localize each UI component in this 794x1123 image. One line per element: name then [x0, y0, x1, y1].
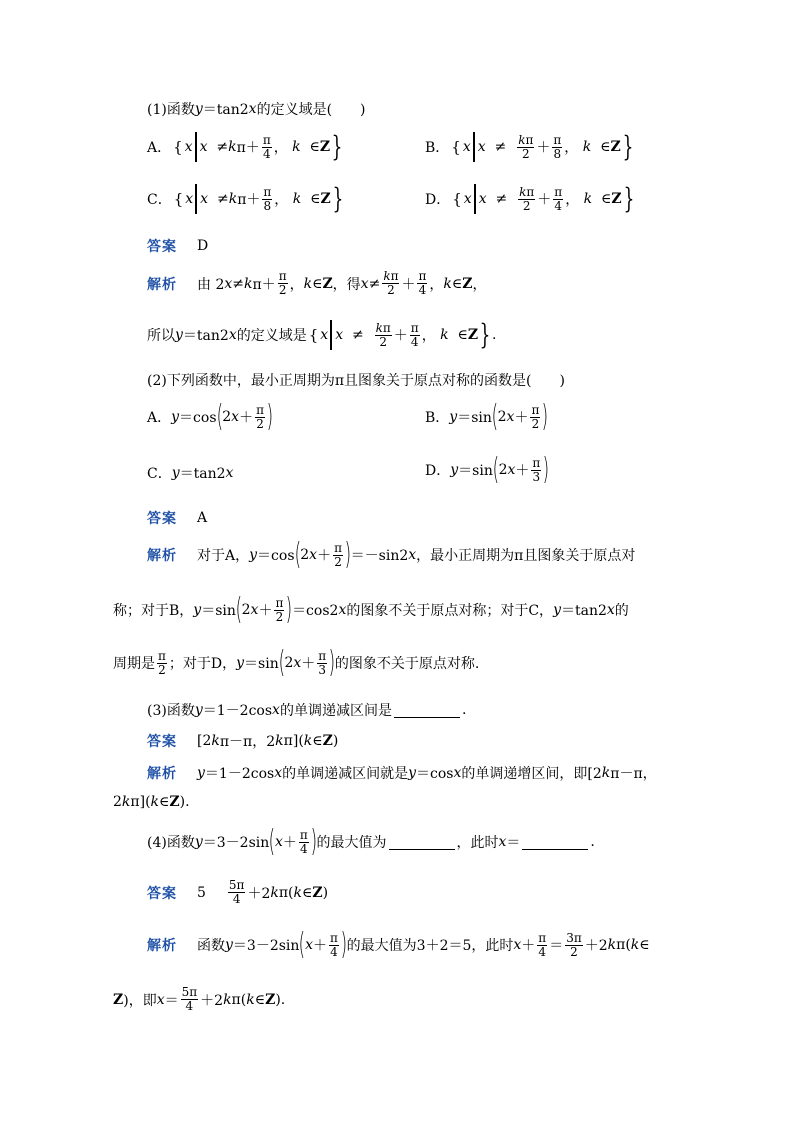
q3-stem: (3)函数 y ＝1－2cos x 的单调递减区间是 . [147, 702, 467, 719]
q1-option-b[interactable]: B． { x x ≠ $\frac{k\pi}{2}$ ＋ $\frac{\pi}{8}$ ， k ∈ Z } [425, 130, 633, 163]
answer-blank[interactable] [522, 835, 588, 850]
q4-stem: (4)函数 y ＝3－2sin ( x ＋ $\frac{\pi}{4}$ ) 的最大值为 ，此时 x ＝ . [147, 824, 595, 859]
q1-answer [147, 236, 208, 256]
q2-analysis-line1: 解析 对于A， y ＝cos ( 2 x ＋ $\frac{\pi}{2}$ ) ＝－sin2 x ，最小正周期为π且图象关于原点对 [147, 537, 636, 572]
q1-stem: (1)函数 y ＝tan2 x 的定义域是( ) [147, 101, 366, 118]
q2-stem: (2)下列函数中，最小正周期为π且图象关于原点对称的函数是( ) [147, 373, 565, 389]
q1-answer-value: D [197, 238, 209, 254]
answer-label: 答案 [147, 511, 177, 527]
q3-answer: 答案 [2 k π－π，2 k π]( k ∈ Z ) [147, 733, 339, 750]
analysis-label: 解析 [147, 548, 177, 564]
q3-analysis-line2: 2 k π]( k ∈ Z ). [113, 794, 190, 810]
q1-option-d[interactable]: D． { x x ≠ $\frac{k\pi}{2}$ ＋ $\frac{\pi}{4}$ ， k ∈ Z } [425, 182, 634, 215]
analysis-label: 解析 [147, 276, 177, 293]
answer-label: 答案 [147, 239, 177, 255]
q1-option-c[interactable]: C． { x x ≠ k π＋ $\frac{\pi}{8}$ ， k ∈ Z } [147, 182, 343, 215]
q2-answer [147, 508, 207, 528]
q3-analysis-line1: 解析 y ＝1－2cos x 的单调递减区间就是 y ＝cos x 的单调递增区间，即[2 k π－π， [147, 765, 657, 782]
q2-analysis-line3: 周期是 $\frac{\pi}{2}$ ；对于D， y ＝sin ( 2 x ＋ $\frac{\pi}{3}$ ) 的图象不关于原点对称. [113, 645, 480, 680]
answer-blank[interactable] [394, 703, 460, 718]
answer-blank[interactable] [389, 835, 455, 850]
q2-answer-value: A [197, 510, 208, 526]
analysis-label: 解析 [147, 938, 177, 954]
q4-analysis-line1: 解析 函数 y ＝3－2sin ( x ＋ $\frac{\pi}{4}$ ) 的最大值为3＋2＝5，此时 x ＋ $\frac{\pi}{4}$ ＝ $\frac{3\pi}{2}$ ＋2 k π( k ∈ [147, 927, 650, 962]
q1-analysis-line1: 解析 由 2 x ≠ k π＋ $\frac{\pi}{2}$ ， k ∈ Z ，得 x ≠ $\frac{k\pi}{2}$ ＋ $\frac{\pi}{4}$ ， k ∈ Z ， [147, 269, 487, 297]
q4-answer: 答案 5 $\frac{5\pi}{4}$ ＋2 k π( k ∈ Z ) [147, 878, 329, 906]
analysis-label: 解析 [147, 766, 177, 782]
q2-option-d[interactable]: D． y ＝sin ( 2 x ＋ $\frac{\pi}{3}$ ) [425, 452, 550, 487]
q1-option-a[interactable]: A． { x x ≠ k π＋ $\frac{\pi}{4}$ ， k ∈ Z } [147, 130, 343, 163]
q2-analysis-line2: 称；对于B， y ＝sin ( 2 x ＋ $\frac{\pi}{2}$ ) ＝cos2 x 的图象不关于原点对称；对于C， y ＝tan2 x 的 [113, 592, 629, 627]
q1-analysis-line2: 所以 y ＝tan2 x 的定义域是 { x x ≠ $\frac{k\pi}{2}$ ＋ $\frac{\pi}{4}$ ， k ∈ Z } . [147, 318, 497, 351]
answer-label: 答案 [147, 885, 177, 902]
answer-label: 答案 [147, 734, 177, 750]
q2-option-b[interactable]: B． y ＝sin ( 2 x ＋ $\frac{\pi}{2}$ ) [425, 399, 549, 434]
q4-analysis-line2: Z )，即 x ＝ $\frac{5\pi}{4}$ ＋2 k π( k ∈ Z ). [113, 985, 286, 1013]
q2-option-c[interactable]: C． y ＝tan2 x [147, 465, 234, 482]
q2-option-a[interactable]: A． y ＝cos ( 2 x ＋ $\frac{\pi}{2}$ ) [147, 399, 274, 434]
